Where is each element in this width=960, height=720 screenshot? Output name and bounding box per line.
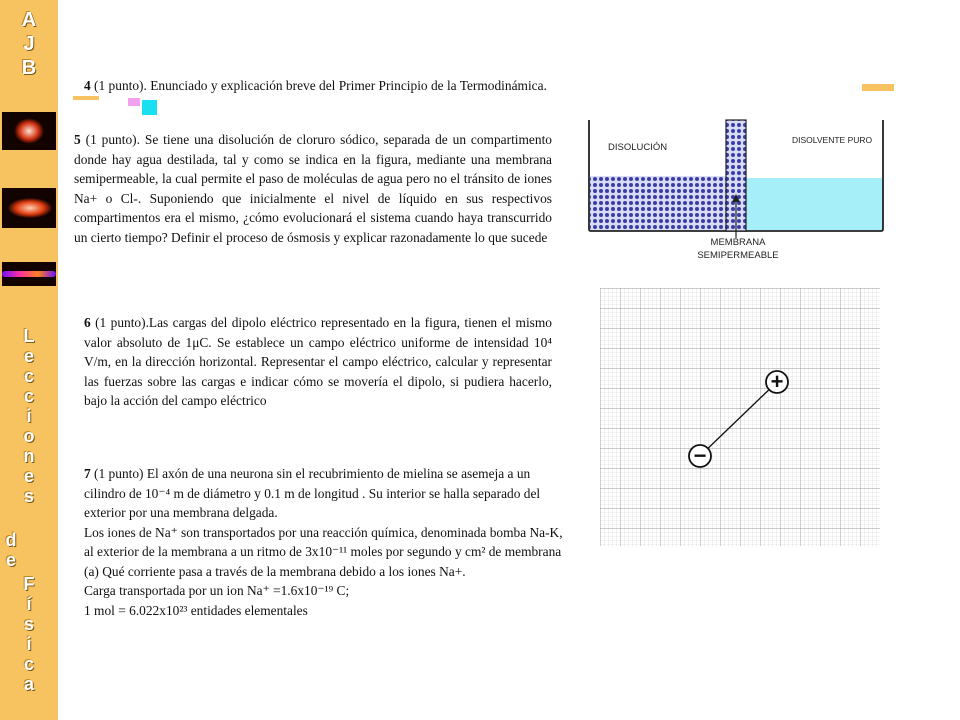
minus-sign: − — [693, 443, 707, 468]
accent-cyan-square — [142, 100, 157, 115]
sidebar-photo-2 — [2, 188, 56, 228]
question-number: 7 — [84, 466, 91, 481]
label-membrane: MEMBRANA SEMIPERMEABLE — [697, 237, 779, 261]
sidebar-letter: B — [21, 57, 37, 79]
question-7 — [84, 464, 566, 620]
dipole-figure — [600, 288, 880, 546]
accent-bar-right — [862, 84, 894, 91]
sidebar-letter: A — [21, 9, 37, 31]
question-text: (1 punto). Enunciado y explicación breve del Primer Principio de la Termodinámica. — [90, 78, 547, 93]
question-7-line: Carga transportada por un ion Na⁺ =1.6x10⁻¹⁹ C; — [84, 583, 350, 598]
sidebar-photo-1 — [2, 112, 56, 150]
sidebar-photo-3 — [2, 262, 56, 286]
question-7-line: 7 (1 punto) El axón de una neurona sin el recubrimiento de mielina se asemeja a un cilindro de 10⁻⁴ m de diámetro y 0.1 m de longitud . Su interior se halla separado del exterior por una membrana delgada. — [84, 466, 541, 520]
sidebar-word-lecciones: L e c c i o n e s — [23, 326, 35, 506]
label-pure-solvent: DISOLVENTE PURO — [792, 135, 873, 145]
sidebar-word-fisica: F í s i c a — [23, 574, 35, 694]
question-number: 5 — [74, 132, 81, 147]
sidebar — [0, 0, 58, 720]
question-7-line: Los iones de Na⁺ son transportados por una reacción química, denominada bomba Na-K, al exterior de la membrana a un ritmo de 3x10⁻¹¹ moles por segundo y cm² de membrana (a) Qué corriente pasa a través de la membrana debido a los iones Na+. — [84, 524, 563, 579]
question-text: (1 punto).Las cargas del dipolo eléctrico representado en la figura, tienen el mismo valor absoluto de 1μC. Se establece un campo eléctrico uniforme de intensidad 10⁴ V/m, en la dirección horizontal. Representar el campo eléctrico, calcular y representar las fuerzas sobre las cargas e indicar cómo se movería el dipolo, si pudiera hacerlo, bajo la acción del campo eléctrico — [84, 315, 552, 408]
sidebar-word-de: d e — [5, 530, 17, 570]
plus-sign: + — [770, 369, 784, 394]
question-6 — [84, 313, 552, 411]
pure-solvent-liquid — [746, 178, 883, 230]
question-text: (1 punto). Se tiene una disolución de cloruro sódico, separada de un compartimento donde hay agua destilada, tal y como se indica en la figura, mediante una membrana semipermeable, la cual permite el paso de moléculas de agua pero no el tránsito de iones Na+ o Cl-. Suponiendo que inicialmente el nivel de líquido en sus respectivos compartimentos era el mismo, ¿cómo evolucionará el sistema cuando haya transcurrido un cierto tiempo? Definir el proceso de ósmosis y explicar razonadamente lo que sucede — [74, 132, 552, 245]
label-solution: DISOLUCIÓN — [608, 142, 668, 153]
question-number: 4 — [84, 78, 91, 93]
question-7-line: 1 mol = 6.022x10²³ entidades elementales — [84, 602, 308, 618]
sidebar-letter: J — [23, 33, 35, 55]
question-4 — [84, 76, 684, 96]
question-number: 6 — [84, 315, 91, 330]
accent-pink-square — [128, 98, 140, 106]
accent-bar-left — [73, 96, 99, 100]
solution-liquid — [590, 176, 726, 230]
sidebar-ajb-logo — [0, 8, 58, 80]
question-5 — [74, 130, 552, 247]
